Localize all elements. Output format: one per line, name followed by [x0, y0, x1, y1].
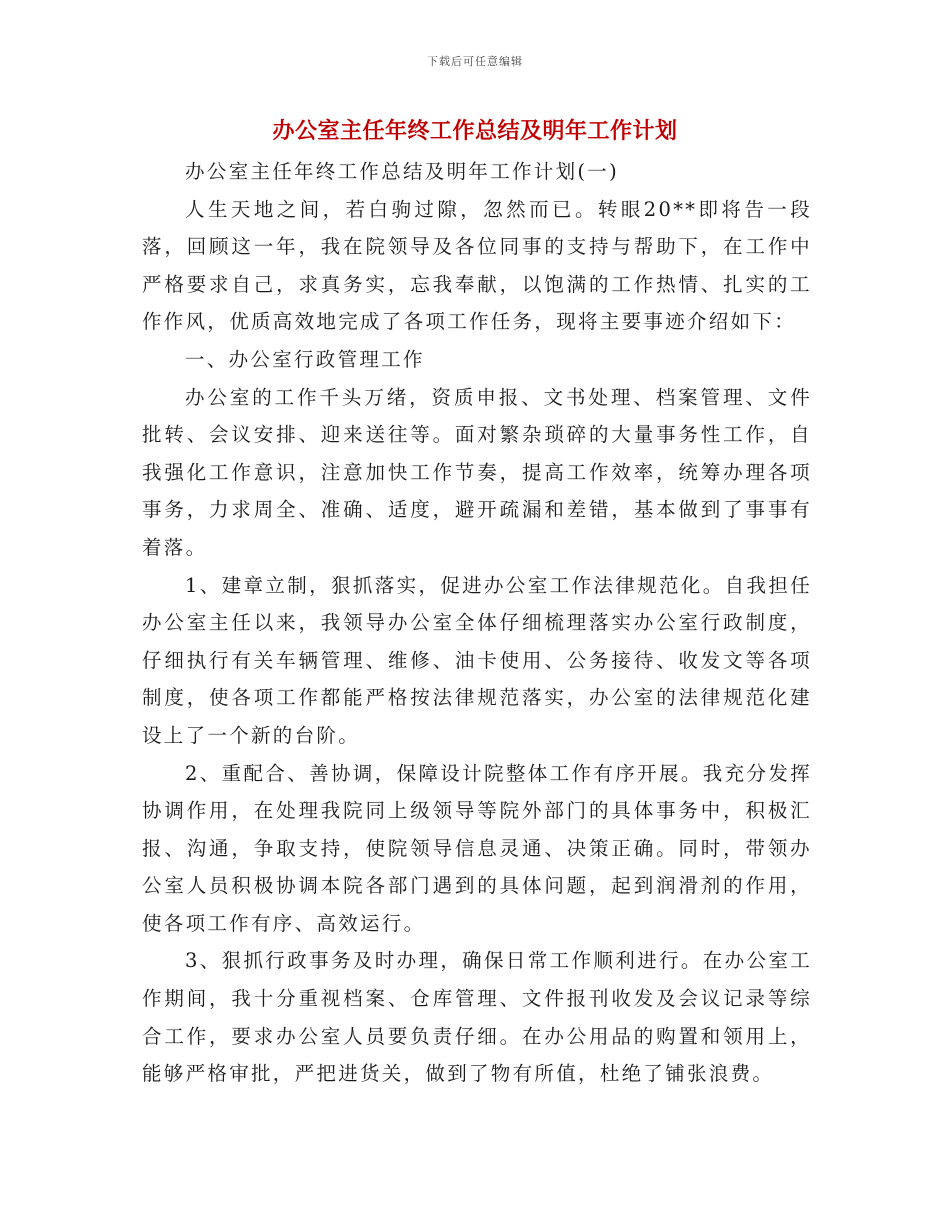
header-note: 下载后可任意编辑 — [427, 55, 523, 68]
paragraph-item-3: 3、狠抓行政事务及时办理，确保日常工作顺利进行。在办公室工作期间，我十分重视档案、仓库管理、文件报刊收发及会议记录等综合工作，要求办公室人员要负责仔细。在办公用品的购置和领用上，能够严格审批，严把进货关，做到了物有所值，杜绝了铺张浪费。 — [142, 949, 812, 1086]
document-title: 办公室主任年终工作总结及明年工作计划 — [272, 118, 678, 144]
paragraph-subtitle: 办公室主任年终工作总结及明年工作计划(一) — [185, 160, 620, 183]
paragraph-intro: 人生天地之间，若白驹过隙，忽然而已。转眼20**即将告一段落，回顾这一年，我在院领导及各位同事的支持与帮助下，在工作中严格要求自己，求真务实，忘我奉献，以饱满的工作热情、扎实的工作作风，优质高效地完成了各项工作任务，现将主要事迹介绍如下： — [142, 197, 812, 334]
paragraph-item-2: 2、重配合、善协调，保障设计院整体工作有序开展。我充分发挥协调作用，在处理我院同上级领导等院外部门的具体事务中，积极汇报、沟通，争取支持，使院领导信息灵通、决策正确。同时，带领办公室人员积极协调本院各部门遇到的具体问题，起到润滑剂的作用，使各项工作有序、高效运行。 — [142, 761, 812, 935]
document-body — [142, 153, 812, 1093]
paragraph-item-1: 1、建章立制，狠抓落实，促进办公室工作法律规范化。自我担任办公室主任以来，我领导办公室全体仔细梳理落实办公室行政制度，仔细执行有关车辆管理、维修、油卡使用、公务接待、收发文等各项制度，使各项工作都能严格按法律规范落实，办公室的法律规范化建设上了一个新的台阶。 — [142, 573, 812, 747]
paragraph-admin-overview: 办公室的工作千头万绪，资质申报、文书处理、档案管理、文件批转、会议安排、迎来送往等。面对繁杂琐碎的大量事务性工作，自我强化工作意识，注意加快工作节奏，提高工作效率，统筹办理各项事务，力求周全、准确、适度，避开疏漏和差错，基本做到了事事有着落。 — [142, 385, 812, 559]
section-heading-admin: 一、办公室行政管理工作 — [185, 347, 425, 371]
